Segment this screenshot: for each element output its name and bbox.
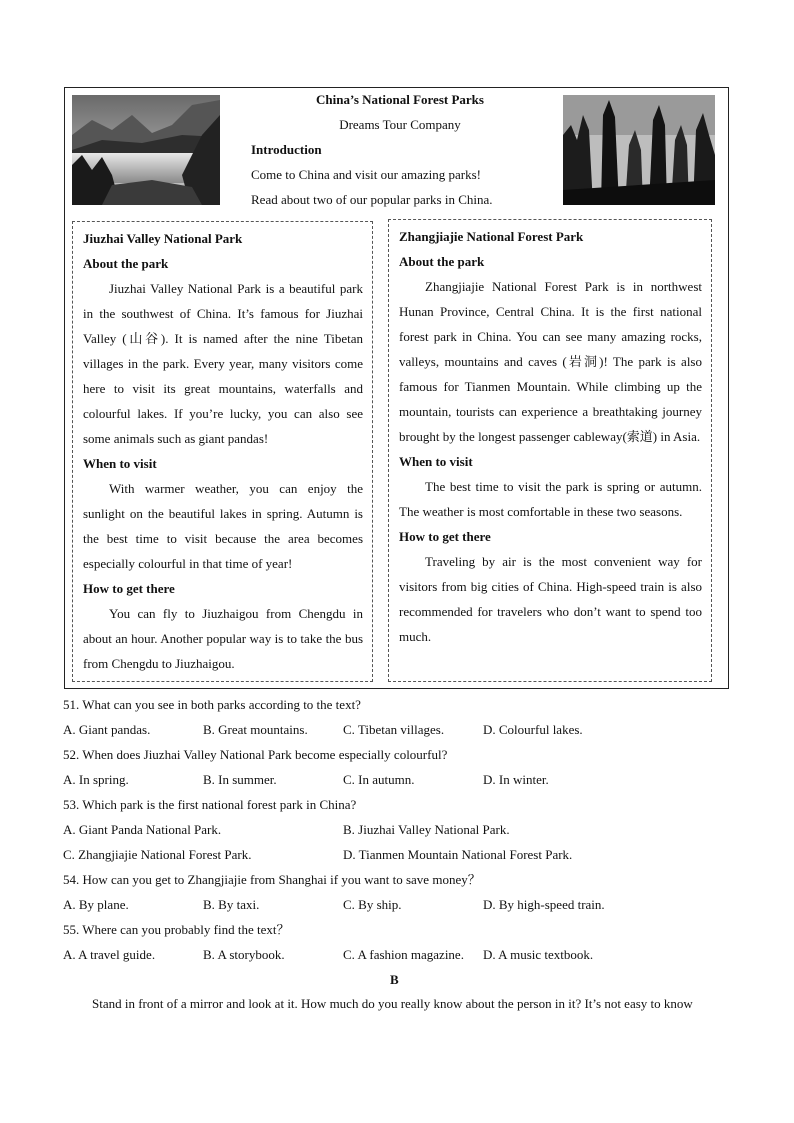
option-53-a[interactable]: A. Giant Panda National Park.	[63, 822, 222, 837]
option-55-b[interactable]: B. A storybook.	[203, 947, 285, 962]
option-51-c[interactable]: C. Tibetan villages.	[343, 722, 445, 737]
option-52-d[interactable]: D. In winter.	[483, 772, 549, 787]
option-53-c[interactable]: C. Zhangjiajie National Forest Park.	[63, 847, 252, 862]
jiuzhai-how-text: You can fly to Jiuzhaigou from Chengdu in about an hour. Another popular way is to take the bus from Chengdu to Jiuzhaigou.	[83, 606, 363, 671]
option-52-c[interactable]: C. In autumn.	[343, 772, 415, 787]
option-54-b[interactable]: B. By taxi.	[203, 897, 260, 912]
option-54-c[interactable]: C. By ship.	[343, 897, 402, 912]
zhangjiajie-how-heading: How to get there	[399, 529, 491, 544]
intro-heading: Introduction	[251, 142, 322, 157]
option-51-a[interactable]: A. Giant pandas.	[63, 722, 151, 737]
section-b-paragraph: Stand in front of a mirror and look at it. How much do you really know about the person in it? It’s not easy to know	[92, 996, 693, 1011]
option-54-d[interactable]: D. By high-speed train.	[483, 897, 605, 912]
zhangjiajie-when-heading: When to visit	[399, 454, 473, 469]
zhangjiajie-how-text: Traveling by air is the most convenient way for visitors from big cities of China. High-speed train is also recommended for travelers who don’t want to spend too much.	[399, 554, 702, 644]
article-title: China’s National Forest Parks	[316, 92, 484, 107]
jiuzhai-when-text: With warmer weather, you can enjoy the sunlight on the beautiful lakes in spring. Autumn is the best time to visit because the area becomes especially colourful in that time of year!	[83, 481, 363, 571]
option-55-d[interactable]: D. A music textbook.	[483, 947, 594, 962]
section-b-label: B	[390, 972, 399, 987]
article-header	[240, 88, 560, 208]
lake-mountain-photo	[72, 95, 220, 205]
option-52-b[interactable]: B. In summer.	[203, 772, 277, 787]
intro-line: Come to China and visit our amazing parks!	[251, 167, 481, 182]
zhangjiajie-about-text: Zhangjiajie National Forest Park is in northwest Hunan Province, Central China. It is the first national forest park in China. You can see many amazing rocks, valleys, mountains and caves (岩洞)! The park is also famous for Tianmen Mountain. While climbing up the mountain, tourists can experience a breathtaking journey brought by the longest passenger cableway(索道) in Asia.	[399, 279, 702, 444]
option-54-a[interactable]: A. By plane.	[63, 897, 129, 912]
option-53-d[interactable]: D. Tianmen Mountain National Forest Park.	[343, 847, 573, 862]
option-51-d[interactable]: D. Colourful lakes.	[483, 722, 583, 737]
zhangjiajie-when-text: The best time to visit the park is spring or autumn. The weather is most comfortable in these two seasons.	[399, 479, 702, 519]
intro-line: Read about two of our popular parks in China.	[251, 192, 493, 207]
option-55-a[interactable]: A. A travel guide.	[63, 947, 156, 962]
karst-pillars-photo	[563, 95, 715, 205]
option-51-b[interactable]: B. Great mountains.	[203, 722, 308, 737]
option-53-b[interactable]: B. Jiuzhai Valley National Park.	[343, 822, 510, 837]
jiuzhai-when-heading: When to visit	[83, 456, 157, 471]
jiuzhai-how-heading: How to get there	[83, 581, 175, 596]
jiuzhai-about-text: Jiuzhai Valley National Park is a beautiful park in the southwest of China. It’s famous for Jiuzhai Valley (山谷). It is named after the nine Tibetan villages in the park. Every year, many visitors come here to visit its great mountains, waterfalls and colourful lakes. If you’re lucky, you can also see some animals such as giant pandas!	[83, 281, 363, 446]
jiuzhai-section	[72, 221, 373, 682]
question-51: 51. What can you see in both parks according to the text?	[63, 697, 361, 712]
question-53: 53. Which park is the first national forest park in China?	[63, 797, 357, 812]
zhangjiajie-section	[388, 219, 712, 682]
question-54: 54. How can you get to Zhangjiajie from Shanghai if you want to save money？	[63, 872, 481, 887]
jiuzhai-about-heading: About the park	[83, 256, 169, 271]
zhangjiajie-about-heading: About the park	[399, 254, 485, 269]
question-55: 55. Where can you probably find the text？	[63, 922, 290, 937]
zhangjiajie-title: Zhangjiajie National Forest Park	[399, 229, 584, 244]
company-name: Dreams Tour Company	[339, 117, 461, 132]
option-52-a[interactable]: A. In spring.	[63, 772, 129, 787]
question-52: 52. When does Jiuzhai Valley National Park become especially colourful?	[63, 747, 448, 762]
jiuzhai-title: Jiuzhai Valley National Park	[83, 231, 243, 246]
option-55-c[interactable]: C. A fashion magazine.	[343, 947, 464, 962]
